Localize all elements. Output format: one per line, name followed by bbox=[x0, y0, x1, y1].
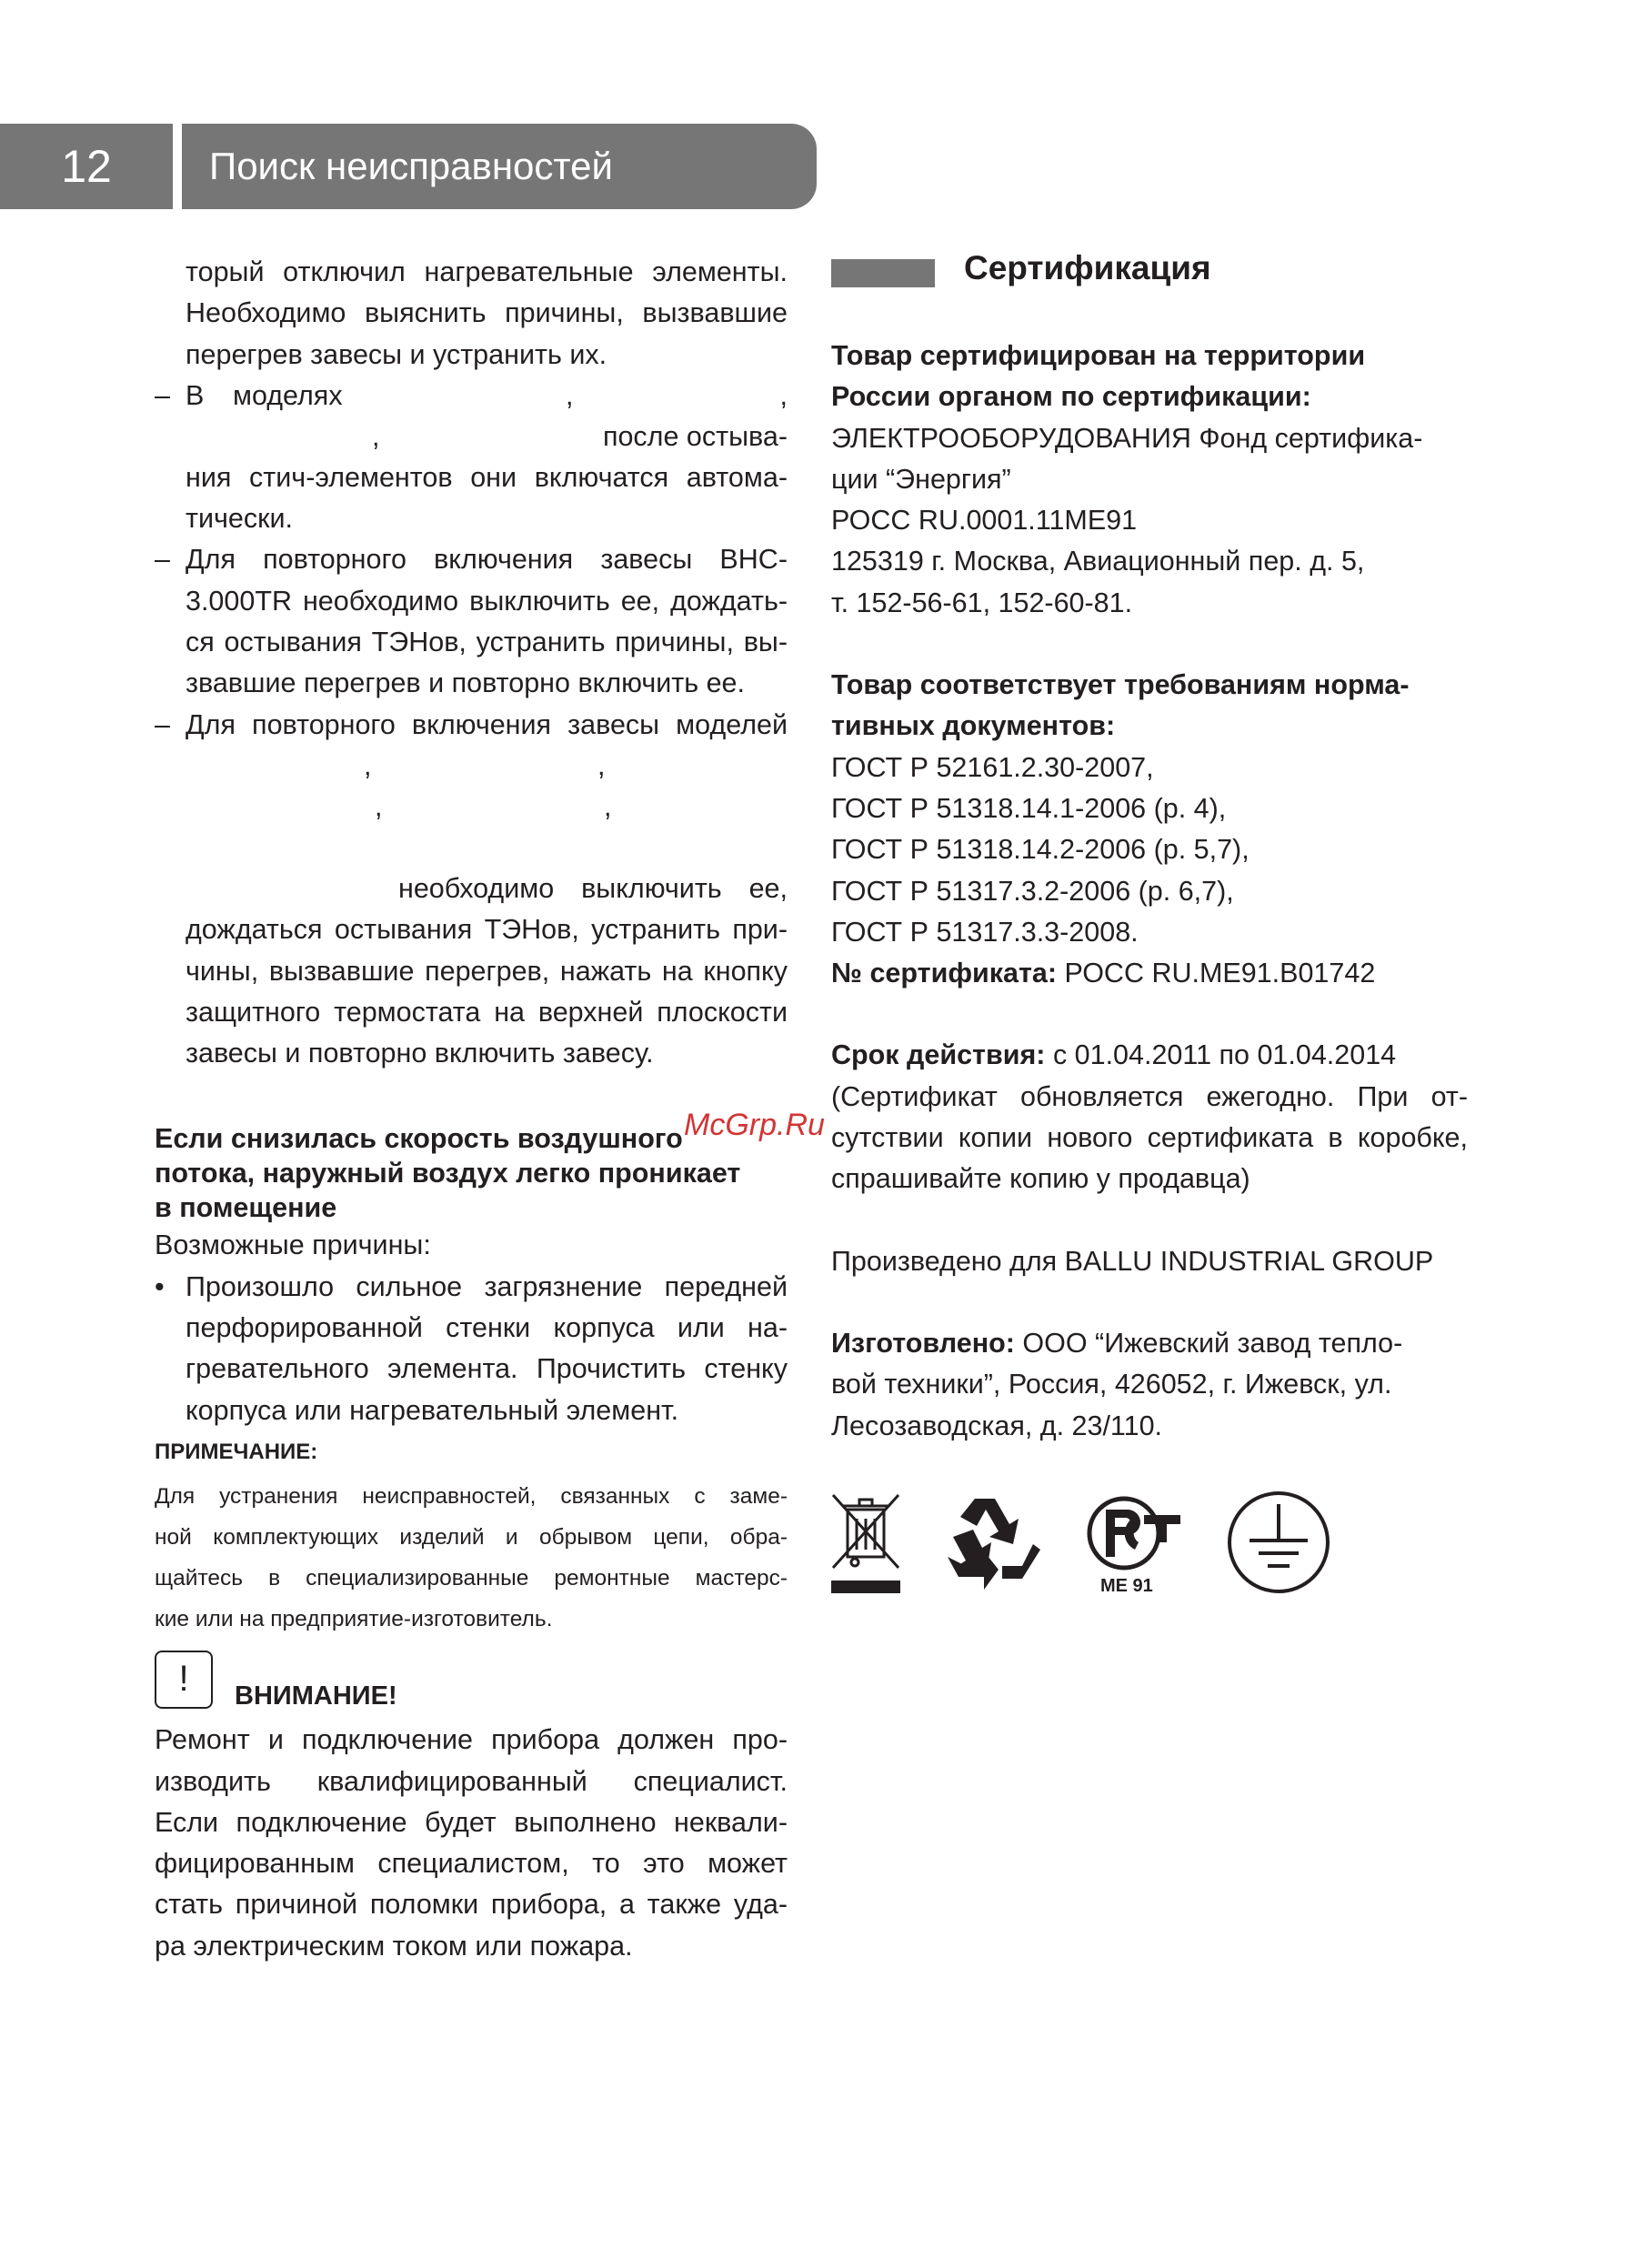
dash-marker: – bbox=[155, 544, 170, 576]
warning-icon: ! bbox=[155, 1651, 213, 1709]
validity-block: Срок действия: с 01.04.2011 по 01.04.2014 (Сертификат обновляется ежегодно. При от- сутствии копии нового сертификата в коробке, спрашивайте копию у продавца) bbox=[831, 1039, 1468, 1195]
right-column bbox=[831, 336, 1468, 1447]
watermark: McGrp.Ru bbox=[684, 1108, 825, 1142]
section-title: Сертификация bbox=[964, 249, 1211, 286]
page-title: Поиск неисправностей bbox=[209, 145, 613, 187]
warning-block bbox=[155, 1640, 788, 1714]
section-heading: Если снизилась скорость воздушного потока, наружный воздух легко проникает в помещение bbox=[155, 1123, 741, 1224]
dash-marker: – bbox=[155, 379, 170, 411]
recycle-icon bbox=[938, 1490, 1044, 1595]
warning-text: Ремонт и подключение прибора должен про- изводить квалифицированный специалист. Если подключение будет выполнено неквали- фицированным специалистом, то это может стать причиной поломки прибора, а также уда- ра электрическим током или пожара. bbox=[155, 1724, 788, 1962]
list-item: – Для повторного включения завесы ВНС- 3.000TR необходимо выключить ее, дождать- ся остывания ТЭНов, устранить причины, вы- звавшие перегрев и повторно включить ее. bbox=[155, 539, 788, 704]
intro-paragraph: торый отключил нагревательные элементы. Необходимо выяснить причины, вызвавшие перегрев завесы и устранить их. bbox=[186, 256, 788, 370]
list-item: – В моделях , , , после остыва- ния стич-элементов они включатся автома- тически. bbox=[155, 376, 788, 540]
causes-label: Возможные причины: bbox=[155, 1229, 431, 1261]
svg-text:МЕ 91: МЕ 91 bbox=[1100, 1576, 1153, 1595]
ground-icon bbox=[1226, 1490, 1331, 1595]
section-marker-bar bbox=[831, 259, 935, 287]
dash-marker: – bbox=[155, 708, 170, 740]
note-text: Для устранения неисправностей, связанных с заме- ной комплектующих изделий и обрывом цепи, обра- щайтесь в специализированные ремонтные мастерс- кие или на предприятие-изготовитель. bbox=[155, 1484, 788, 1632]
bullet-marker: • bbox=[155, 1270, 165, 1302]
certification-block: Товар сертифицирован на территории России органом по сертификации: ЭЛЕКТРООБОРУДОВАНИЯ Фонд сертифика- ции “Энергия” РОСС RU.0001.11МЕ91 125319 г. Москва, Авиационный пер. д. 5, т. 152-56-61, 152-60-81. bbox=[831, 340, 1423, 618]
list-item: – Для повторного включения завесы моделей , , , , необходимо выключить ее, дождаться остывания ТЭНов, устранить при- чины, вызвавшие перегрев, нажать на кнопку защитного термостата на верхней плоскости завесы и повторно включить завесу. bbox=[155, 705, 788, 1075]
pct-mark-icon bbox=[1080, 1490, 1189, 1595]
produced-for: Произведено для BALLU INDUSTRIAL GROUP bbox=[831, 1245, 1434, 1277]
certificate-number: № сертификата: РОСС RU.ME91.B01742 bbox=[831, 958, 1376, 989]
warning-title: ВНИМАНИЕ! bbox=[235, 1681, 397, 1711]
note-title: ПРИМЕЧАНИЕ: bbox=[155, 1439, 318, 1464]
norms-block: Товар соответствует требованиям норма- тивных документов: ГОСТ Р 52161.2.30-2007, ГОСТ Р 51318.14.1-2006 (р. 4), ГОСТ Р 51318.14.2-2006 (р. 5,7), ГОСТ Р 51317.3.2-2006 (р. 6,7), ГОСТ Р 51317.3.3-2008. № сертификата: РОСС RU.ME91.B01742 bbox=[831, 665, 1468, 994]
page-number: 12 bbox=[61, 141, 112, 192]
crossed-bin-icon bbox=[829, 1490, 902, 1595]
header-divider bbox=[173, 124, 182, 209]
bullet-item: • Произошло сильное загрязнение передней перфорированной стенки корпуса или на- гревательного элемента. Прочистить стенку корпуса или нагревательный элемент. bbox=[155, 1267, 788, 1431]
manufacturer-block: Изготовлено: ООО “Ижевский завод тепло- вой техники”, Россия, 426052, г. Ижевск, ул. Лесозаводская, д. 23/110. bbox=[831, 1327, 1403, 1441]
